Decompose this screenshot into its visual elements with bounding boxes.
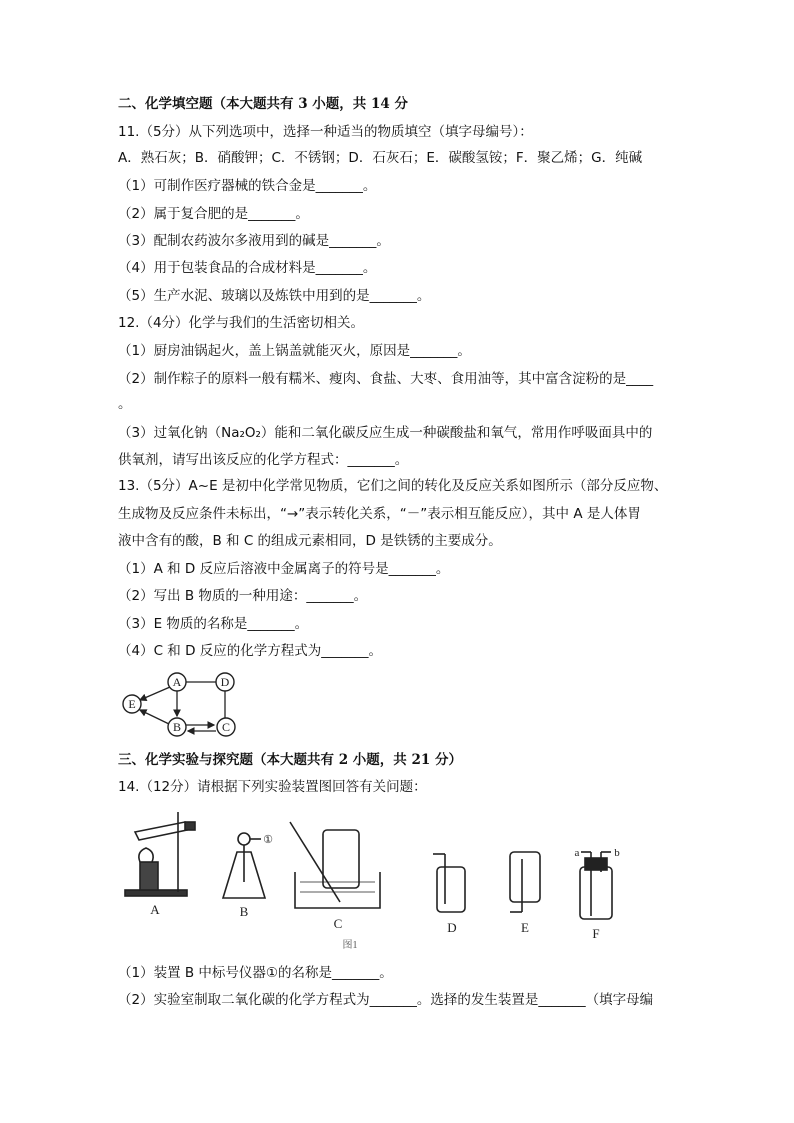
apparatus-c — [290, 822, 380, 908]
label-c: C — [333, 916, 343, 931]
section-3-title: 三、化学实验与探究题（本大题共有 2 小题，共 21 分） — [118, 752, 462, 768]
label-e: E — [521, 920, 529, 935]
q12-item-2: （2）制作粽子的原料一般有糯米、瘦肉、食盐、大枣、食用油等，其中富含淀粉的是____ — [118, 371, 654, 387]
q13-item-3: （3）E 物质的名称是_______。 — [118, 616, 309, 632]
q14-item-1: （1）装置 B 中标号仪器①的名称是_______。 — [118, 965, 393, 981]
label-b: B — [239, 904, 249, 919]
q12-stem: 12.（4分）化学与我们的生活密切相关。 — [118, 315, 365, 331]
apparatus-f — [580, 852, 612, 919]
port-b: b — [614, 847, 620, 859]
q14-item-2: （2）实验室制取二氧化碳的化学方程式为_______。选择的发生装置是_______（填字母编 — [118, 992, 654, 1008]
q11-item-4: （4）用于包装食品的合成材料是_______。 — [118, 260, 377, 276]
q11-options: A．熟石灰；B．硝酸钾；C．不锈钢；D．石灰石；E．碳酸氢铵；F．聚乙烯；G．纯碱 — [118, 150, 643, 166]
port-a: a — [574, 847, 580, 859]
apparatus-figure — [115, 812, 695, 957]
q13-stem-3: 液中含有的酸，B 和 C 的组成元素相同，D 是铁锈的主要成分。 — [118, 533, 502, 549]
q11-item-1: （1）可制作医疗器械的铁合金是_______。 — [118, 178, 377, 194]
q12-item-3: （3）过氧化钠（Na₂O₂）能和二氧化碳反应生成一种碳酸盐和氧气，常用作呼吸面具中的 — [118, 425, 653, 441]
node-c-label: C — [221, 720, 231, 734]
label-a: A — [150, 902, 160, 917]
q11-item-5: （5）生产水泥、玻璃以及炼铁中用到的是_______。 — [118, 288, 431, 304]
section-2-title: 二、化学填空题（本大题共有 3 小题，共 14 分 — [118, 96, 408, 112]
q13-item-4: （4）C 和 D 反应的化学方程式为_______。 — [118, 643, 383, 659]
q13-item-2: （2）写出 B 物质的一种用途：_______。 — [118, 588, 368, 604]
label-d: D — [447, 920, 457, 935]
node-d-label: D — [220, 675, 230, 689]
node-e-label: E — [128, 697, 136, 711]
label-f: F — [592, 926, 600, 941]
node-b-label: B — [172, 720, 182, 734]
apparatus-e — [510, 852, 540, 912]
q11-item-3: （3）配制农药波尔多液用到的碱是_______。 — [118, 233, 390, 249]
figure-caption: 图1 — [342, 940, 358, 951]
q13-stem-2: 生成物及反应条件未标出，“→”表示转化关系，“－”表示相互能反应），其中 A 是人体胃 — [118, 506, 641, 522]
q13-item-1: （1）A 和 D 反应后溶液中金属离子的符号是_______。 — [118, 561, 450, 577]
q12-item-3-cont: 供氧剂，请写出该反应的化学方程式：_______。 — [118, 452, 409, 468]
q12-item-2-end: 。 — [118, 396, 132, 412]
node-a-label: A — [172, 675, 182, 689]
q12-item-1: （1）厨房油锅起火，盖上锅盖就能灭火，原因是_______。 — [118, 343, 471, 359]
q11-item-2: （2）属于复合肥的是_______。 — [118, 206, 309, 222]
marker-1: ① — [263, 834, 273, 846]
q14-stem: 14.（12分）请根据下列实验装置图回答有关问题： — [118, 779, 427, 795]
q13-stem-1: 13.（5分）A~E 是初中化学常见物质，它们之间的转化及反应关系如图所示（部分反应物、 — [118, 478, 668, 494]
apparatus-d — [433, 854, 465, 912]
apparatus-b — [223, 833, 265, 898]
relation-diagram — [115, 668, 245, 743]
apparatus-a — [125, 812, 195, 896]
q11-stem: 11.（5分）从下列选项中，选择一种适当的物质填空（填字母编号）： — [118, 124, 533, 140]
